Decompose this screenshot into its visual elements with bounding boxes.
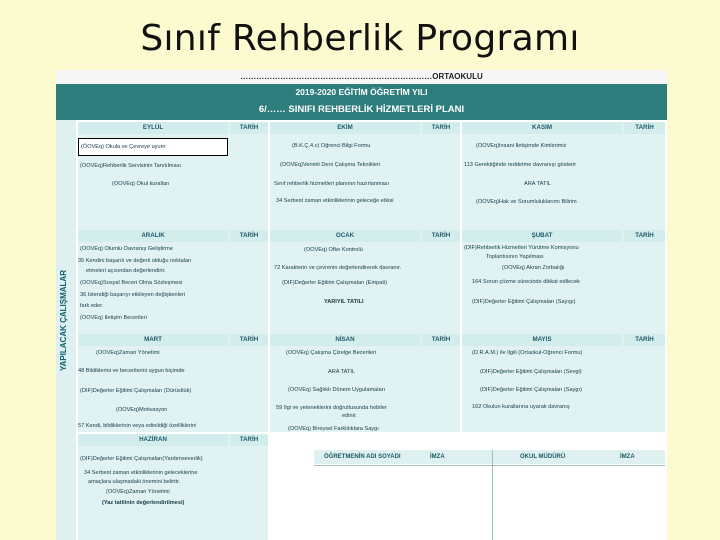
list-item: (DİF)Değerler Eğitimi Çalışmaları (Sayıgı) xyxy=(472,299,576,305)
teacher-signature-label: İMZA xyxy=(430,450,460,464)
tarih-header: TARİH xyxy=(422,334,460,346)
list-item: 34 Serbest zaman etkinliklerinin geleceğe etkisi xyxy=(276,198,394,204)
month-header-nisan: NİSAN xyxy=(270,334,420,346)
list-item: etmeleri açısından değerlendirir. xyxy=(86,268,166,274)
month-header-haziran: HAZİRAN xyxy=(78,434,228,446)
principal-signature-label: İMZA xyxy=(620,450,650,464)
list-item: ARA TATİL xyxy=(328,369,356,375)
list-item: 113 Gerektiğinde reddetme davranışı gösterir xyxy=(464,162,577,168)
month-header-kasim: KASIM xyxy=(462,122,622,134)
list-item: (DİF)Değerler Eğitimi Çalışmaları (Empati) xyxy=(282,280,388,286)
month-header-ocak: OCAK xyxy=(270,230,420,242)
list-item: 59 İlgi ve yeteneklerini doğrultusunda hobiler xyxy=(276,405,387,411)
list-item: amaçlara ulaşmadaki önemini belirtir. xyxy=(88,479,181,485)
list-item: (ÖOVEq) Olumlu Davranış Geliştirme xyxy=(80,246,173,252)
tarih-header: TARİH xyxy=(422,230,460,242)
list-item: Toplantısının Yapılması xyxy=(486,254,544,260)
list-item: (DİF)Değerler Eğitimi Çalışmaları(Yardımseverlik) xyxy=(80,456,203,462)
list-item: (D.R.A.M.) ile İlgili (Ortaokul-Öğrenci Formu) xyxy=(472,350,583,356)
list-item: (DİF)Rehberlik Hizmetleri Yürütme Komisyonu xyxy=(464,245,579,251)
list-item: Sınıf rehberlik hizmetleri planının hazırlanması xyxy=(274,181,390,187)
list-item: (DİF)Değerler Eğitimi Çalışmaları (Dürüstlük) xyxy=(80,388,192,394)
tarih-header: TARİH xyxy=(230,434,268,446)
list-item: 36 İstendiği başarıyı etkileyen değişkenleri xyxy=(80,292,186,298)
list-item: (DİF)Değerler Eğitimi Çalışmaları (Sevgi) xyxy=(480,369,582,375)
month-header-mart: MART xyxy=(78,334,228,346)
list-item: 34 Serbest zaman etkinliklerinin geleceklerine xyxy=(84,470,198,476)
list-item: (ÖOVEq) Bireysel Farklılıklara Saygı xyxy=(288,426,379,432)
slide-title: Sınıf Rehberlik Programı xyxy=(140,18,580,59)
side-label: YAPILACAK ÇALIŞMALAR xyxy=(59,270,68,372)
list-item: (ÖOVEq) Ofke Kontrolü xyxy=(304,247,363,253)
list-item: (ÖOVEq)Verimli Ders Çalışma Teknikleri xyxy=(280,162,380,168)
list-item: 164 Sorun çözme sürecinde dikkat edilecek xyxy=(472,279,580,285)
principal-label: OKUL MÜDÜRÜ xyxy=(492,450,665,464)
list-item: 72 Karakterin ve çevrenin değerlendirerek davranır. xyxy=(274,265,402,271)
month-header-eylul: EYLÜL xyxy=(78,122,228,134)
list-item: edinir. xyxy=(342,413,357,419)
list-item: (B.K.Ç.4.c) Öğrenci Bilgi Formu xyxy=(292,143,371,149)
list-item: (ÖOVEq)İnsani İletişimde Kimlerimiz xyxy=(476,143,567,149)
tarih-header: TARİH xyxy=(422,122,460,134)
teacher-name-label: ÖĞRETMENİN ADI SOYADI xyxy=(314,450,492,464)
list-item: YARIYIL TATİLİ xyxy=(324,299,364,305)
list-item: (ÖOVEq)Sosyal Beceri Olma Sözleşmesi xyxy=(80,280,183,286)
list-item: (DİF)Değerler Eğitimi Çalışmaları (Saygı) xyxy=(480,387,582,393)
list-item: 48 Bildiklerini ve becerilerini uygun biçimde xyxy=(78,368,185,374)
list-item: (ÖOVEq)Hak ve Sorumluluklarımı Bilirim xyxy=(476,199,577,205)
tarih-header: TARİH xyxy=(230,334,268,346)
list-item: 162 Okulun kurallarına uyarak davranış xyxy=(472,404,570,410)
list-item: 35 Kendini başarılı ve değerli olduğu noktaları xyxy=(78,258,192,264)
month-header-subat: ŞUBAT xyxy=(462,230,622,242)
month-header-mayis: MAYIS xyxy=(462,334,622,346)
list-item: (ÖOVEq) Okul kuralları xyxy=(112,181,170,187)
list-item: (ÖOVEq) Okula ve Çevreye uyum xyxy=(78,138,228,156)
list-item: (ÖOVEq) Çalışma Çizelge Becerileri xyxy=(286,350,377,356)
school-name-line: ………………………………………………………………ORTAOKULU xyxy=(56,70,667,84)
list-item: fark eder. xyxy=(80,303,104,309)
list-item: ARA TATİL xyxy=(524,181,552,187)
month-header-aralik: ARALIK xyxy=(78,230,228,242)
tarih-header: TARİH xyxy=(624,122,665,134)
list-item: 57 Kendi, bildiklerinin veya edinildiği özelliklerini xyxy=(78,423,197,429)
month-header-ekim: EKİM xyxy=(270,122,420,134)
list-item: (ÖOVEq) Akran Zorbalığı xyxy=(502,265,565,271)
list-item: (ÖOVEq)Zaman Yönetimi xyxy=(96,350,160,356)
list-item: (ÖOVEq)Rehberlik Servisinin Tanıtılması xyxy=(80,163,181,169)
list-item: (ÖOVEq) Sağlıklı Dönem Uygulamaları xyxy=(288,387,385,393)
list-item: (Yaz tatilinin değerlendirilmesi) xyxy=(102,500,185,506)
academic-year-line: 2019-2020 EĞİTİM ÖĞRETİM YILI xyxy=(56,84,667,100)
tarih-header: TARİH xyxy=(624,230,665,242)
tarih-header: TARİH xyxy=(624,334,665,346)
tarih-header: TARİH xyxy=(230,122,268,134)
guidance-plan-document xyxy=(56,70,667,540)
plan-title: 6/…… SINIFI REHBERLİK HİZMETLERİ PLANI xyxy=(56,100,667,120)
list-item: (ÖOVEq)Zaman Yönetimi xyxy=(106,489,170,495)
tarih-header: TARİH xyxy=(230,230,268,242)
list-item: (ÖOVEq)Motivasyon xyxy=(116,407,168,413)
list-item: (ÖOVEq) İletişim Becerileri xyxy=(80,315,147,321)
